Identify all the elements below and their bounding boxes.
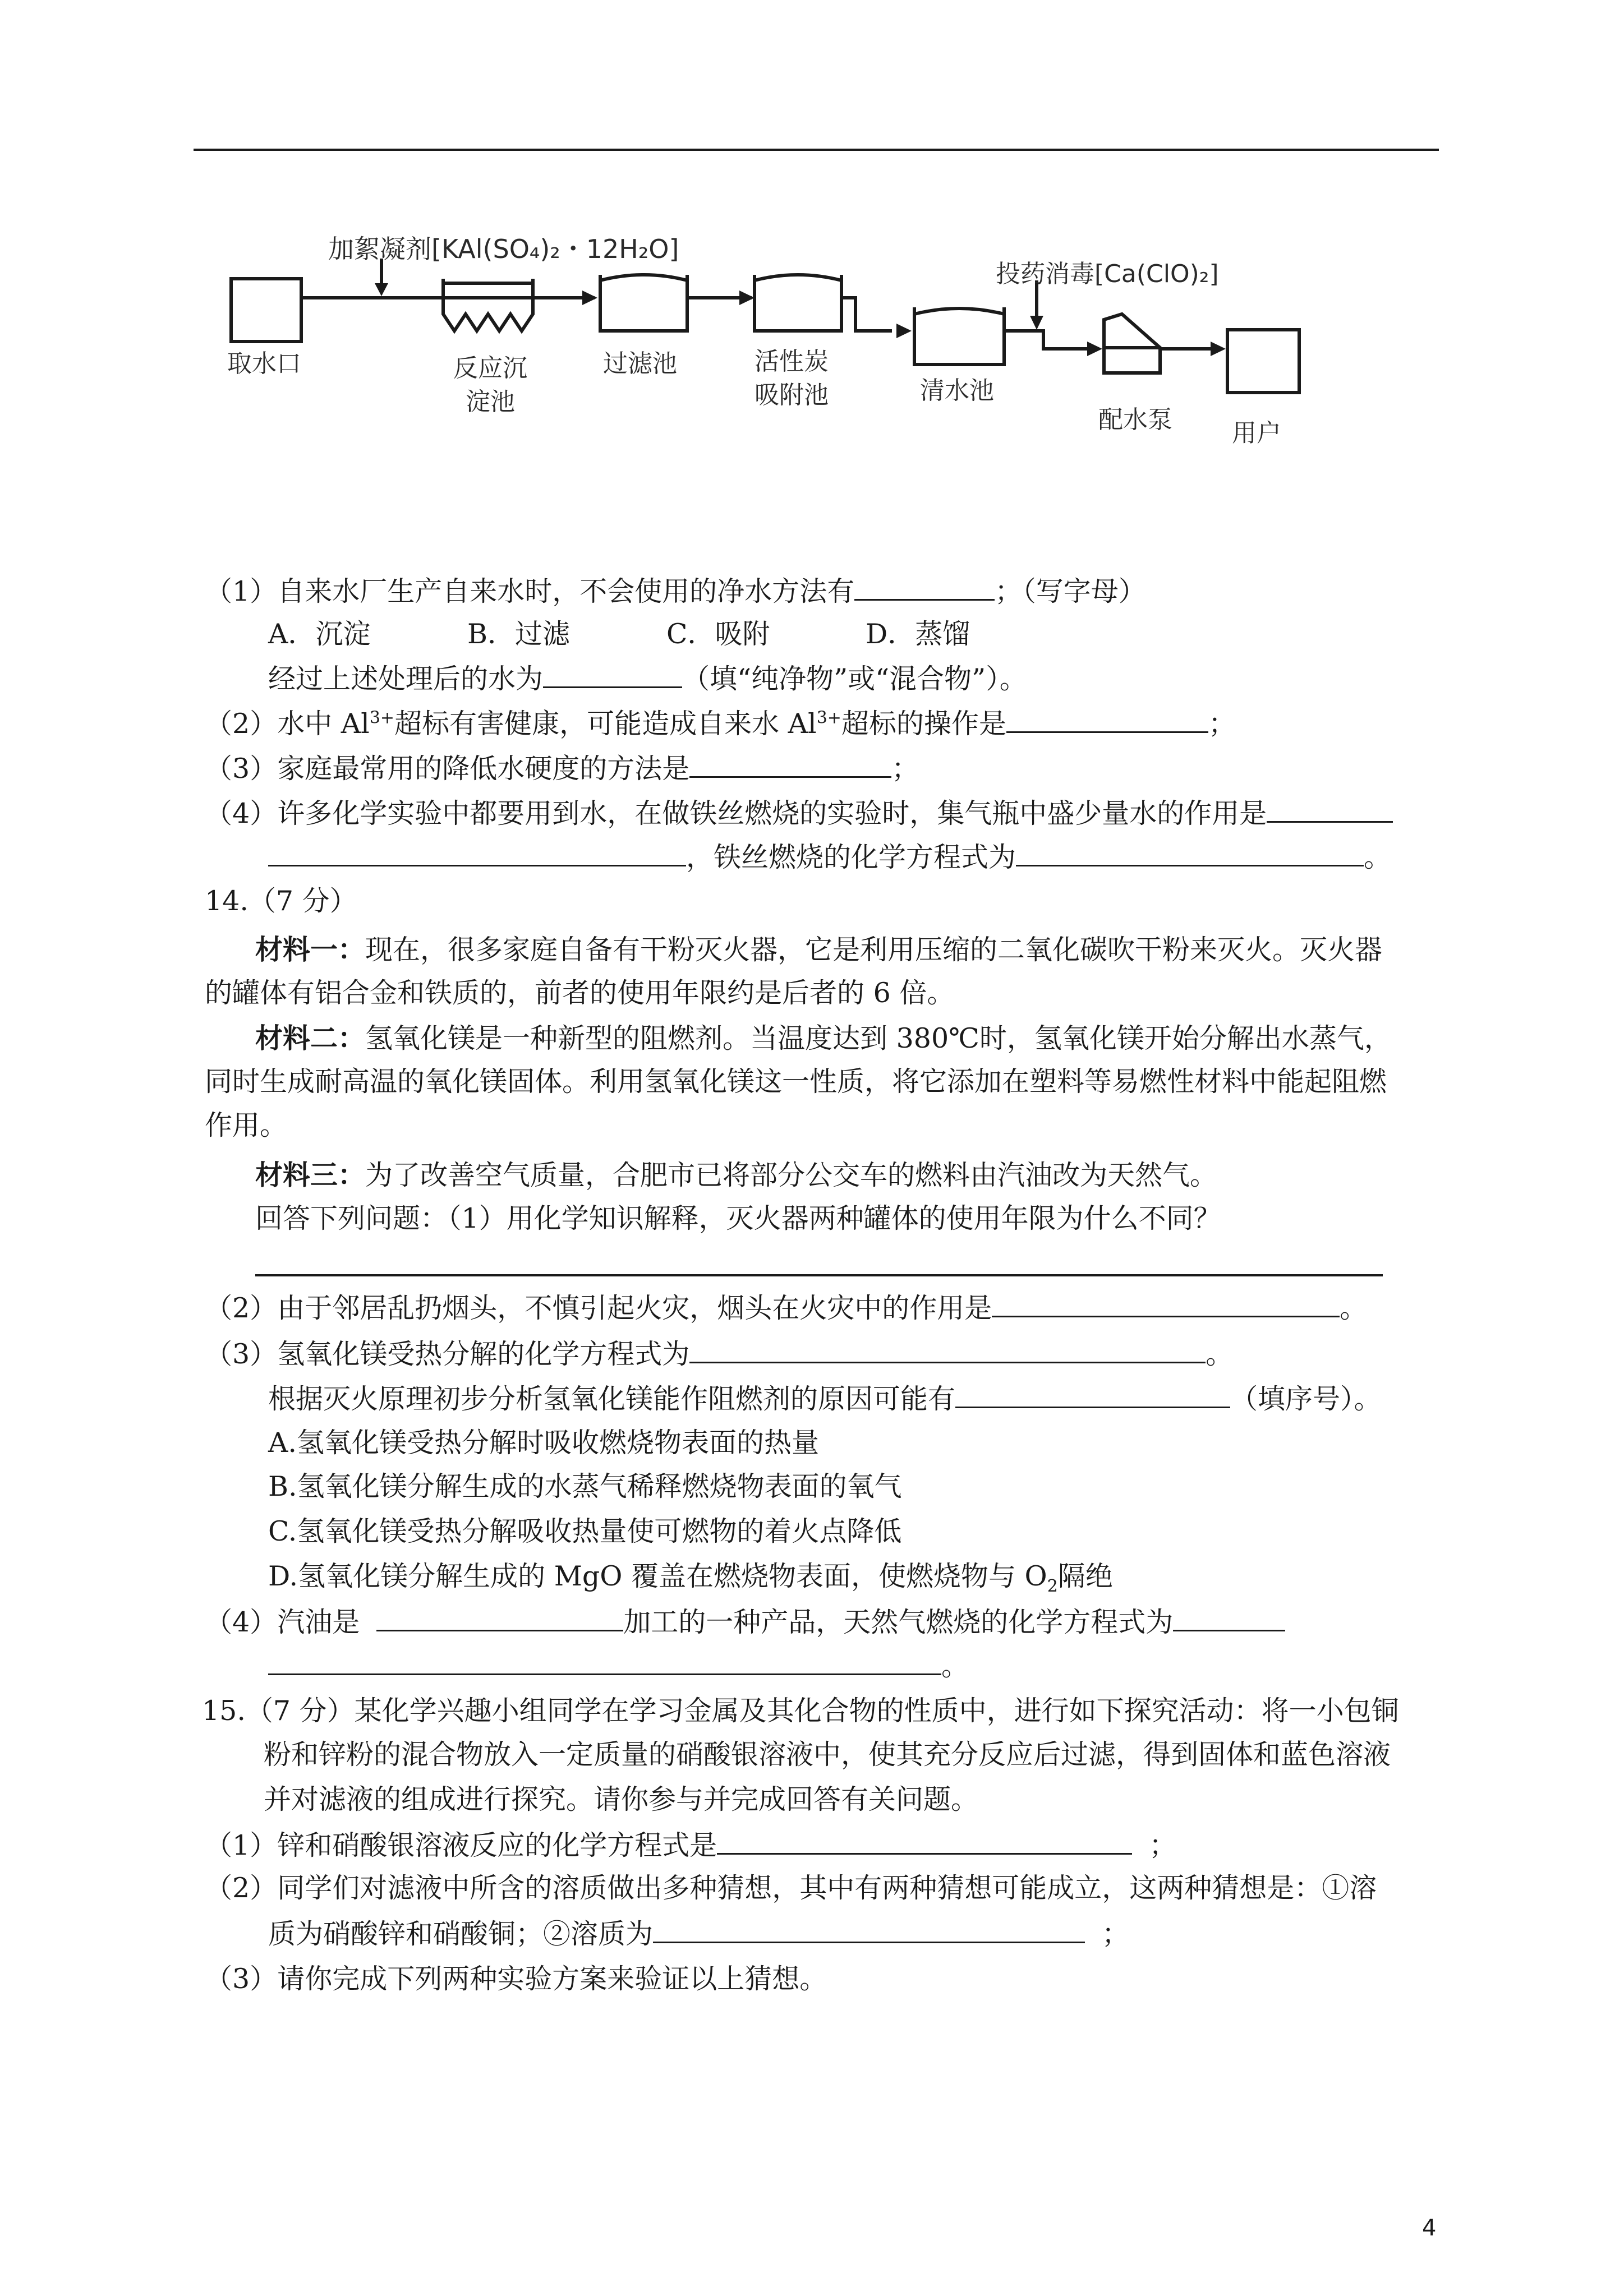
q13-p2-tail: ； — [1208, 708, 1236, 740]
q14-header: 14.（7 分） — [205, 885, 357, 917]
q13-p4-equation-blank[interactable] — [1016, 840, 1364, 866]
q13-p3-text: 家庭最常用的降低水硬度的方法是 — [277, 753, 690, 785]
q14-p3b-answer-blank[interactable] — [955, 1382, 1230, 1408]
q14-p3-equation-blank[interactable] — [689, 1337, 1206, 1363]
q13-p1-tail: ；（写字母） — [995, 575, 1146, 607]
q13-p1b — [268, 662, 1027, 696]
q15-intro-2: 粉和锌粉的混合物放入一定质量的硝酸银溶液中，使其充分反应后过滤，得到固体和蓝色溶液 — [264, 1739, 1391, 1771]
q13-p2-text-b: 超标有害健康，可能造成自来水 Al — [394, 708, 817, 740]
q13-p1b-text: 经过上述处理后的水为 — [268, 663, 544, 695]
reaction-tank-shape — [443, 279, 533, 331]
filter-label: 过滤池 — [603, 349, 677, 378]
q14-material-2-text: 氢氧化镁是一种新型的阻燃剂。当温度达到 380℃时，氢氧化镁开始分解出水蒸气， — [365, 1022, 1392, 1054]
q15-p1-num: （1） — [205, 1829, 278, 1861]
q15-p3-num: （3） — [205, 1963, 278, 1995]
pump-label: 配水泵 — [1098, 405, 1172, 434]
q13-p3-num: （3） — [205, 753, 278, 785]
q14-material-1-cont: 的罐体有铝合金和铁质的，前者的使用年限约是后者的 6 倍。 — [205, 977, 955, 1009]
reaction-label-1: 反应沉 — [453, 354, 527, 382]
q14-p2-text: 由于邻居乱扔烟头，不慎引起火灾，烟头在火灾中的作用是 — [277, 1292, 992, 1324]
q14-material-2 — [255, 1022, 1392, 1055]
q14-p1-answer-line[interactable] — [255, 1274, 1383, 1276]
reaction-label-2: 淀池 — [466, 388, 515, 416]
q14-p3-tail: 。 — [1206, 1338, 1234, 1370]
q15-p2-text: 同学们对滤液中所含的溶质做出多种猜想，其中有两种猜想可能成立，这两种猜想是：①溶 — [277, 1872, 1377, 1904]
q13-p1-text: 自来水厂生产自来水时，不会使用的净水方法有 — [277, 575, 855, 607]
q13-p4-text: 许多化学实验中都要用到水，在做铁丝燃烧的实验时，集气瓶中盛少量水的作用是 — [277, 797, 1267, 829]
q15-p3 — [205, 1963, 827, 1996]
q13-p4-answer-blank-b[interactable] — [268, 840, 686, 866]
q13-p4b-tail: 。 — [1364, 841, 1392, 873]
q14-material-3 — [255, 1159, 1217, 1192]
q15-p1 — [205, 1828, 1176, 1862]
q13-p2-text-c: 超标的操作是 — [841, 708, 1006, 740]
user-box — [1227, 330, 1299, 393]
q14-p4b — [268, 1649, 969, 1683]
q15-p2 — [205, 1872, 1377, 1905]
q14-p2-num: （2） — [205, 1292, 278, 1324]
q15-intro-3: 并对滤液的组成进行探究。请你参与并完成回答有关问题。 — [264, 1783, 979, 1815]
q14-option-a: A.氢氧化镁受热分解时吸收燃烧物表面的热量 — [268, 1427, 819, 1459]
q13-p2-text-a: 水中 Al — [277, 708, 370, 740]
q13-options — [268, 618, 970, 651]
q13-p2-num: （2） — [205, 708, 278, 740]
q14-p4-answer-blank[interactable] — [376, 1605, 623, 1631]
q14-option-d — [268, 1560, 1113, 1597]
q14-option-d-sub: 2 — [1047, 1576, 1058, 1596]
q15-p1-text: 锌和硝酸银溶液反应的化学方程式是 — [277, 1829, 717, 1861]
q13-p1b-tail: （填“纯净物”或“混合物”）。 — [682, 663, 1027, 695]
q14-option-c: C.氢氧化镁受热分解吸收热量使可燃物的着火点降低 — [268, 1515, 902, 1547]
carbon-label-1: 活性炭 — [755, 347, 829, 376]
intake-label: 取水口 — [227, 349, 301, 378]
q13-p2-answer-blank[interactable] — [1006, 707, 1208, 733]
q15-p2b — [268, 1917, 1129, 1951]
q15-p2b-tail: ； — [1102, 1918, 1130, 1950]
q14-p4-text-b: 加工的一种产品，天然气燃烧的化学方程式为 — [623, 1606, 1174, 1638]
q14-material-1 — [255, 933, 1382, 967]
q14-p2 — [205, 1291, 1367, 1325]
q13-p1b-answer-blank[interactable] — [543, 662, 682, 688]
q14-p4-num: （4） — [205, 1606, 278, 1638]
q13-p3-tail: ； — [891, 753, 919, 785]
q14-material-1-text: 现在，很多家庭自备有干粉灭火器，它是利用压缩的二氧化碳吹干粉来灭火。灭火器 — [365, 934, 1383, 966]
q14-p2-tail: 。 — [1340, 1292, 1368, 1324]
q14-p4-tail: 。 — [941, 1650, 969, 1682]
q13-p1 — [205, 574, 1146, 608]
q13-p1-answer-blank[interactable] — [854, 574, 995, 601]
water-treatment-flow-diagram — [0, 0, 1624, 505]
q14-p3-num: （3） — [205, 1338, 278, 1370]
q15-p2-answer-blank[interactable] — [653, 1917, 1085, 1943]
pump-shape — [1104, 314, 1160, 373]
q13-p4-num: （4） — [205, 797, 278, 829]
q14-p3 — [205, 1337, 1233, 1371]
q13-option-a: A．沉淀 — [268, 618, 371, 650]
q14-ask: 回答下列问题：（1）用化学知识解释，灭火器两种罐体的使用年限为什么不同？ — [255, 1202, 1221, 1234]
disinfect-label: 投药消毒[Ca(ClO)₂] — [996, 260, 1219, 288]
q13-p4b — [268, 840, 1391, 874]
clear-label: 清水池 — [920, 376, 994, 405]
q15-p3-text: 请你完成下列两种实验方案来验证以上猜想。 — [277, 1963, 827, 1995]
q15-p2-num: （2） — [205, 1872, 278, 1904]
q14-p3b — [268, 1382, 1382, 1416]
q14-option-d-text-a: D.氢氧化镁分解生成的 MgO 覆盖在燃烧物表面，使燃烧物与 O — [268, 1560, 1047, 1592]
q13-option-b: B．过滤 — [467, 618, 571, 650]
q14-option-d-text-b: 隔绝 — [1057, 1560, 1113, 1592]
q14-p3b-tail: （填序号）。 — [1230, 1383, 1382, 1415]
q14-material-2-cont2: 作用。 — [205, 1109, 288, 1141]
q14-p4-equation-blank-a[interactable] — [1173, 1605, 1285, 1631]
page-number: 4 — [1422, 2215, 1437, 2241]
q13-p4 — [205, 796, 1393, 831]
q14-material-2-cont: 同时生成耐高温的氧化镁固体。利用氢氧化镁这一性质，将它添加在塑料等易燃性材料中能起阻燃 — [205, 1066, 1387, 1098]
q14-material-3-label: 材料三： — [255, 1159, 366, 1191]
coagulant-label: 加絮凝剂[KAl(SO₄)₂・12H₂O] — [328, 234, 679, 264]
q15-p2b-text: 质为硝酸锌和硝酸铜；②溶质为 — [268, 1918, 654, 1950]
q13-option-c: C．吸附 — [666, 618, 770, 650]
q14-option-b: B.氢氧化镁分解生成的水蒸气稀释燃烧物表面的氧气 — [268, 1470, 902, 1502]
q13-p2-sup-b: 3+ — [816, 708, 841, 728]
q14-p4-text-a: 汽油是 — [277, 1606, 360, 1638]
q14-p3b-text: 根据灭火原理初步分析氢氧化镁能作阻燃剂的原因可能有 — [268, 1383, 956, 1415]
q15-intro-1: 15.（7 分）某化学兴趣小组同学在学习金属及其化合物的性质中，进行如下探究活动：将一小包铜 — [202, 1695, 1399, 1727]
q14-p4-equation-blank-b[interactable] — [268, 1649, 941, 1675]
filter-tank-shape — [600, 275, 687, 331]
q13-p3-answer-blank[interactable] — [689, 751, 891, 778]
q14-p3-text: 氢氧化镁受热分解的化学方程式为 — [277, 1338, 690, 1370]
carbon-label-2: 吸附池 — [755, 381, 829, 409]
clear-tank-shape — [914, 307, 1004, 365]
q13-p2-sup-a: 3+ — [369, 708, 395, 728]
user-label: 用户 — [1232, 419, 1281, 448]
q14-material-2-label: 材料二： — [255, 1022, 366, 1054]
q13-p2 — [205, 707, 1236, 741]
q14-material-1-label: 材料一： — [255, 933, 366, 966]
q13-p4b-mid: ，铁丝燃烧的化学方程式为 — [686, 841, 1016, 873]
q13-p3 — [205, 751, 919, 786]
q13-option-d: D．蒸馏 — [866, 618, 970, 650]
q14-p4 — [205, 1605, 1285, 1639]
q14-p2-answer-blank[interactable] — [992, 1291, 1340, 1317]
q13-p1-num: （1） — [205, 575, 278, 607]
carbon-tank-shape — [755, 275, 841, 331]
q13-p4-answer-blank-a[interactable] — [1267, 796, 1393, 823]
q15-p1-equation-blank[interactable] — [717, 1828, 1132, 1855]
q15-p1-tail: ； — [1149, 1829, 1177, 1861]
q14-material-3-text: 为了改善空气质量，合肥市已将部分公交车的燃料由汽油改为天然气。 — [365, 1159, 1218, 1191]
intake-box — [231, 279, 301, 342]
